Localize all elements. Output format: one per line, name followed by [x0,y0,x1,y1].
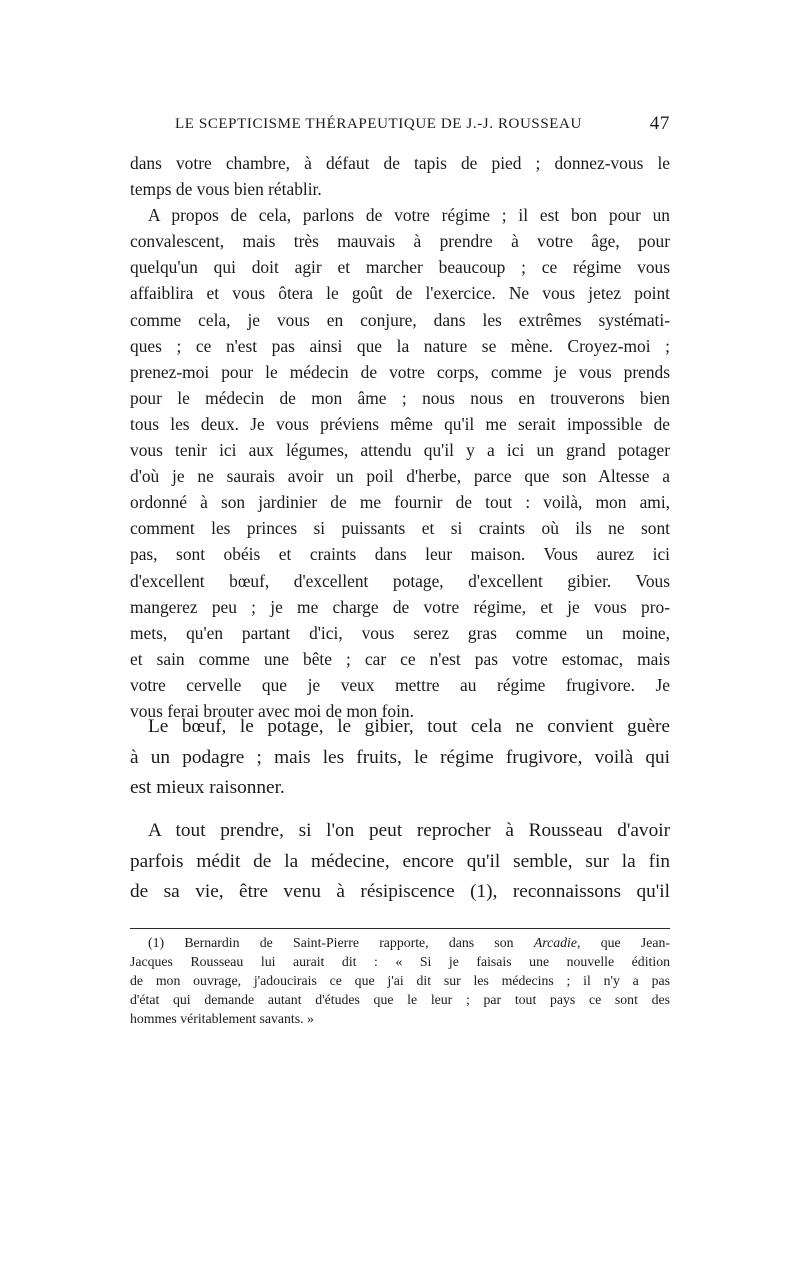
text-line: vous tenir ici aux légumes, attendu qu'il y a ici un grand potager [130,440,670,461]
text-line: convalescent, mais très mauvais à prendre à votre âge, pour [130,231,670,252]
text-line: parfois médit de la médecine, encore qu'il semble, sur la fin [130,850,670,872]
text-line: A propos de cela, parlons de votre régime ; il est bon pour un [148,205,670,226]
footnote-text: , que Jean- [577,935,670,950]
text-line: est mieux raisonner. [130,777,285,798]
body-paragraph [130,712,670,804]
text-line: prenez-moi pour le médecin de votre corps, comme je vous prends [130,361,670,382]
running-header [175,113,670,138]
text-line: pas, sont obéis et craints dans leur maison. Vous aurez ici [130,544,670,565]
body-paragraph [130,816,670,908]
text-line: affaiblira et vous ôtera le goût de l'exercice. Ne vous jetez point [130,283,670,304]
text-line: ordonné à son jardinier de me fournir de tout : voilà, mon ami, [130,492,670,513]
text-line: de sa vie, être venu à résipiscence (1), reconnaissons qu'il [130,881,670,902]
quoted-letter [130,150,670,724]
text-line: quelqu'un qui doit agir et marcher beaucoup ; ce régime vous [130,257,670,278]
footnote [130,933,670,1028]
text-line: mets, qu'en partant d'ici, vous serez gras comme un moine, [130,622,670,643]
text-line: ques ; ce n'est pas ainsi que la nature se mène. Croyez-moi ; [130,335,670,356]
text-line: votre cervelle que je veux mettre au régime frugivore. Je [130,674,670,695]
text-line: d'où je ne saurais avoir un poil d'herbe, parce que son Altesse a [130,466,670,487]
footnote-line: Jacques Rousseau lui aurait dit : « Si je faisais une nouvelle édition [130,954,670,969]
text-line: et sain comme une bête ; car ce n'est pas votre estomac, mais [130,648,670,669]
text-line: comment les princes si puissants et si craints où ils ne sont [130,518,670,539]
text-line: temps de vous bien rétablir. [130,179,322,200]
running-title: LE SCEPTICISME THÉRAPEUTIQUE DE J.-J. ROUSSEAU [175,116,582,132]
footnote-line: d'état qui demande autant d'études que le leur ; par tout pays ce sont des [130,992,670,1007]
footnote-marker: (1) [148,935,165,950]
text-line: mangerez peu ; je me charge de votre régime, et je vous pro- [130,596,670,617]
footnote-line [130,933,670,952]
footnote-divider [130,928,670,929]
text-line: vous ferai brouter avec moi de mon foin. [130,700,414,721]
text-line: comme cela, je vous en conjure, dans les extrêmes systémati- [130,309,670,330]
text-line: A tout prendre, si l'on peut reprocher à Rousseau d'avoir [148,820,670,841]
text-line: dans votre chambre, à défaut de tapis de pied ; donnez-vous le [130,153,670,173]
footnote-line: de mon ouvrage, j'adoucirais ce que j'ai dit sur les médecins ; il n'y a pas [130,973,670,988]
text-line: pour le médecin de mon âme ; nous nous en trouverons bien [130,387,670,408]
text-line: Le bœuf, le potage, le gibier, tout cela ne convient guère [148,716,670,737]
work-title: Arcadie [533,935,578,950]
footnote-text: Bernardin de Saint-Pierre rapporte, dans son [184,935,534,950]
text-line: à un podagre ; mais les fruits, le régime frugivore, voilà qui [130,746,670,768]
footnote-line: hommes véritablement savants. » [130,1011,314,1026]
page-number: 47 [649,113,670,134]
text-line: tous les deux. Je vous préviens même qu'il me serait impossible de [130,413,670,434]
text-line: d'excellent bœuf, d'excellent potage, d'excellent gibier. Vous [130,570,670,591]
